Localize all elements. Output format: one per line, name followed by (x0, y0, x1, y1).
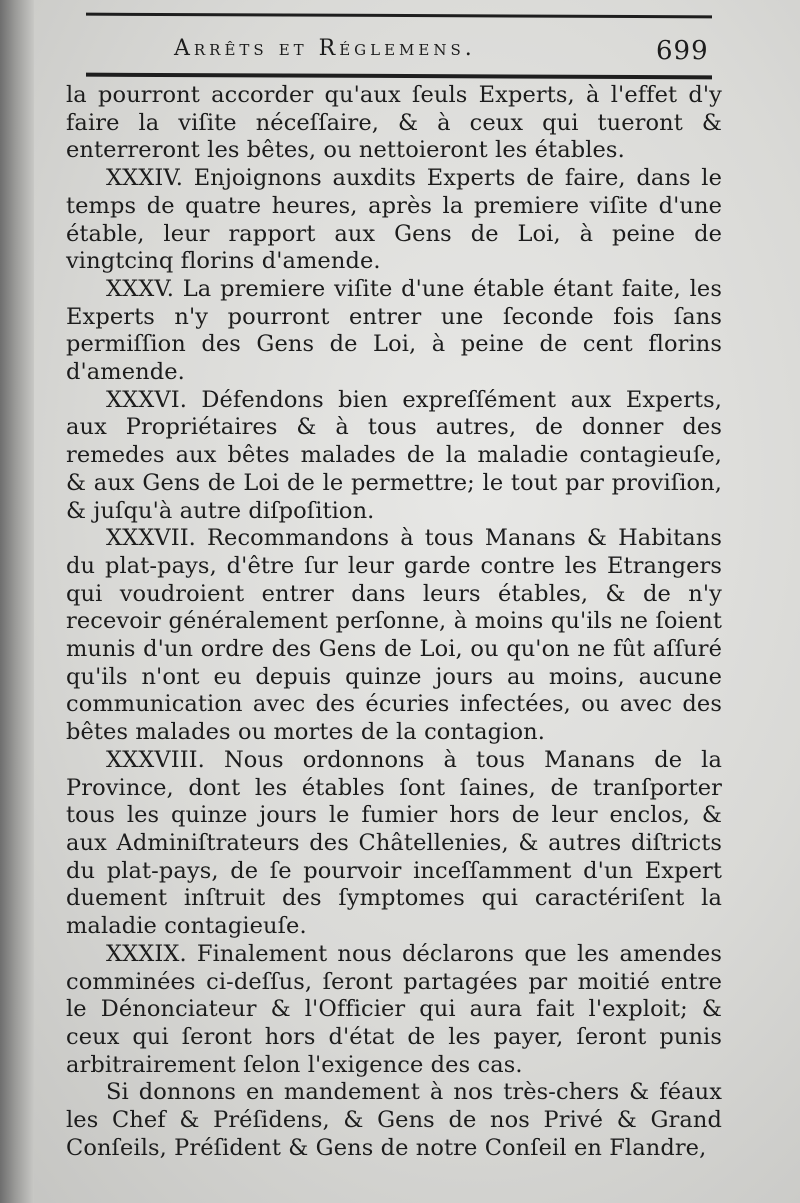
article-xxxix: XXXIX. Finalement nous déclarons que les amendes comminées ci-deſſus, ſeront partagées par moitié entre le Dénonciateur & l'Officier qui aura fait l'exploit; & ceux qui ſeront hors d'état de les payer, ſeront punis arbitrairement ſelon l'exigence des cas. (66, 940, 722, 1078)
article-xxxviii: XXXVIII. Nous ordonnons à tous Manans de la Province, dont les étables ſont ſaines, de tranſporter tous les quinze jours le fumier hors de leur enclos, & aux Adminiſtrateurs des Châtellenies, & autres diſtricts du plat-pays, de ſe pourvoir inceſſamment d'un Expert duement inſtruit des ſymptomes qui caractériſent la maladie contagieuſe. (66, 746, 722, 940)
binding-gutter-shadow (0, 0, 34, 1203)
running-title: Arrêts et Réglemens. (174, 36, 476, 61)
body-text (66, 82, 722, 1162)
article-xxxvi: XXXVI. Défendons bien expreſſément aux Experts, aux Propriétaires & à tous autres, de donner des remedes aux bêtes malades de la maladie contagieuſe, & aux Gens de Loi de le permettre; le tout par proviſion, & juſqu'à autre diſpoſition. (66, 386, 722, 524)
article-xxxv: XXXV. La premiere viſite d'une étable étant faite, les Experts n'y pourront entrer une ſeconde fois ſans permiſſion des Gens de Loi, à peine de cent florins d'amende. (66, 275, 722, 386)
header-bottom-rule (86, 73, 712, 80)
page-number: 699 (656, 36, 709, 66)
page-header (86, 8, 712, 78)
paragraph-continuation: la pourront accorder qu'aux ſeuls Experts, à l'effet d'y faire la viſite néceſſaire, & à ceux qui tueront & enterreront les bêtes, ou nettoieront les étables. (66, 82, 722, 164)
article-xxxvii: XXXVII. Recommandons à tous Manans & Habitans du plat-pays, d'être ſur leur garde contre les Etrangers qui voudroient entrer dans leurs étables, & de n'y recevoir généralement perſonne, à moins qu'ils ne ſoient munis d'un ordre des Gens de Loi, ou qu'on ne fût aſſuré qu'ils n'ont eu depuis quinze jours au moins, aucune communication avec des écuries infectées, ou avec des bêtes malades ou mortes de la contagion. (66, 525, 722, 746)
closing-mandate: Si donnons en mandement à nos très-chers & féaux les Chef & Préſidens, & Gens de nos Privé & Grand Conſeils, Préſident & Gens de notre Conſeil en Flandre, (66, 1079, 722, 1161)
article-xxxiv: XXXIV. Enjoignons auxdits Experts de faire, dans le temps de quatre heures, après la premiere viſite d'une étable, leur rapport aux Gens de Loi, à peine de vingtcinq florins d'amende. (66, 165, 722, 275)
header-top-rule (86, 13, 712, 19)
